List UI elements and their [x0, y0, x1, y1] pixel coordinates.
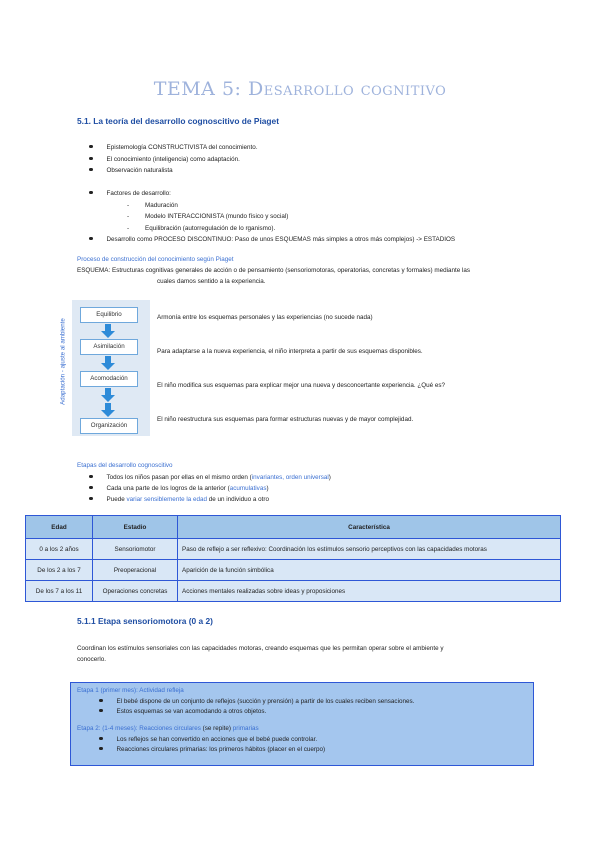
table-cell: Preoperacional — [93, 560, 178, 581]
col-header: Edad — [26, 516, 93, 539]
etapa2-title: Etapa 2: (1-4 meses): Reacciones circulares (se repite) primarias — [77, 725, 259, 732]
table-cell: De los 2 a los 7 — [26, 560, 93, 581]
step-desc-asimilacion: Para adaptarse a la nueva experiencia, el niño interpreta a partir de sus esquemas disponibles. — [157, 348, 423, 355]
bullet-item: Puede variar sensiblemente la edad de un individuo a otro — [89, 496, 269, 503]
table-row — [26, 581, 561, 602]
table-cell: Acciones mentales realizadas sobre ideas y proposiciones — [178, 581, 561, 602]
section-heading-5-1-1: 5.1.1 Etapa sensoriomotora (0 a 2) — [77, 616, 213, 626]
arrow-down-icon — [101, 324, 115, 338]
section-heading-5-1: 5.1. La teoría del desarrollo cognoscitivo de Piaget — [77, 116, 279, 126]
process-subheading: Proceso de construcción del conocimiento según Piaget — [77, 256, 234, 263]
sub-item: - Equilibración (autorregulación de lo rganismo). — [127, 225, 276, 232]
bullet-item: Desarrollo como PROCESO DISCONTINUO: Paso de unos ESQUEMAS más simples a otros más complejos) -> ESTADIOS — [89, 236, 455, 243]
bullet-item: Factores de desarrollo: — [89, 190, 171, 197]
schema-definition-cont: cuales damos sentido a la experiencia. — [157, 278, 266, 285]
table-cell: Operaciones concretas — [93, 581, 178, 602]
bullet-item: El bebé dispone de un conjunto de reflejos (succión y prensión) a partir de los cuales reciben sensaciones. — [99, 698, 414, 705]
bullet-item: El conocimiento (inteligencia) como adaptación. — [89, 156, 240, 163]
step-desc-acomodacion: El niño modifica sus esquemas para explicar mejor una nueva y desconcertante experiencia. ¿Qué es? — [157, 382, 446, 389]
arrow-down-icon — [101, 388, 115, 402]
table-cell: Paso de reflejo a ser reflexivo: Coordinación los estímulos sensorio perceptivos con las capacidades motoras — [178, 539, 561, 560]
bullet-item: Reacciones circulares primarias: los primeros hábitos (placer en el cuerpo) — [99, 746, 325, 753]
etapa1-title: Etapa 1 (primer mes): Actividad refleja — [77, 687, 184, 694]
section-intro: Coordinan los estímulos sensoriales con las capacidades motoras, creando esquemas que les permitan operar sobre el ambiente y — [77, 645, 444, 652]
bullet-item: Cada una parte de los logros de la anterior (acumulativas) — [89, 485, 269, 492]
step-desc-organizacion: El niño reestructura sus esquemas para formar estructuras nuevas y de mayor complejidad. — [157, 416, 414, 423]
schema-definition: ESQUEMA: Estructuras cognitivas generales de acción o de pensamiento (sensoriomotoras, operatorias, concretas y formales) mediante las — [77, 267, 471, 274]
step-box-asimilacion: Asimilación — [80, 339, 138, 355]
stages-table — [25, 515, 561, 602]
table-header-row — [26, 516, 561, 539]
sub-item: - Modelo INTERACCIONISTA (mundo físico y social) — [127, 213, 289, 220]
step-desc-equilibrio: Armonía entre los esquemas personales y las experiencias (no sucede nada) — [157, 314, 373, 321]
sub-item: - Maduración — [127, 202, 178, 209]
table-row — [26, 539, 561, 560]
step-box-equilibrio: Equilibrio — [80, 307, 138, 323]
bullet-item: Epistemología CONSTRUCTIVISTA del conocimiento. — [89, 144, 258, 151]
arrow-down-icon — [101, 403, 115, 417]
step-box-organizacion: Organización — [80, 418, 138, 434]
table-cell: De los 7 a los 11 — [26, 581, 93, 602]
table-cell: Sensoriomotor — [93, 539, 178, 560]
adaptation-side-label: Adaptación - ajuste al ambiente — [59, 318, 67, 405]
bullet-item: Estos esquemas se van acomodando a otros objetos. — [99, 708, 266, 715]
table-cell: 0 a los 2 años — [26, 539, 93, 560]
page-title: TEMA 5: Desarrollo cognitivo — [153, 78, 447, 100]
table-cell: Aparición de la función simbólica — [178, 560, 561, 581]
bullet-item: Todos los niños pasan por ellas en el mismo orden (invariantes, orden universal) — [89, 474, 331, 481]
section-intro-cont: conocerlo. — [77, 656, 107, 663]
arrow-down-icon — [101, 356, 115, 370]
stages-subheading: Etapas del desarrollo cognoscitivo — [77, 462, 173, 469]
step-box-acomodacion: Acomodación — [80, 371, 138, 387]
bullet-item: Observación naturalista — [89, 167, 173, 174]
bullet-item: Los reflejos se han convertido en acciones que el bebé puede controlar. — [99, 736, 317, 743]
col-header: Característica — [178, 516, 561, 539]
col-header: Estadio — [93, 516, 178, 539]
table-row — [26, 560, 561, 581]
